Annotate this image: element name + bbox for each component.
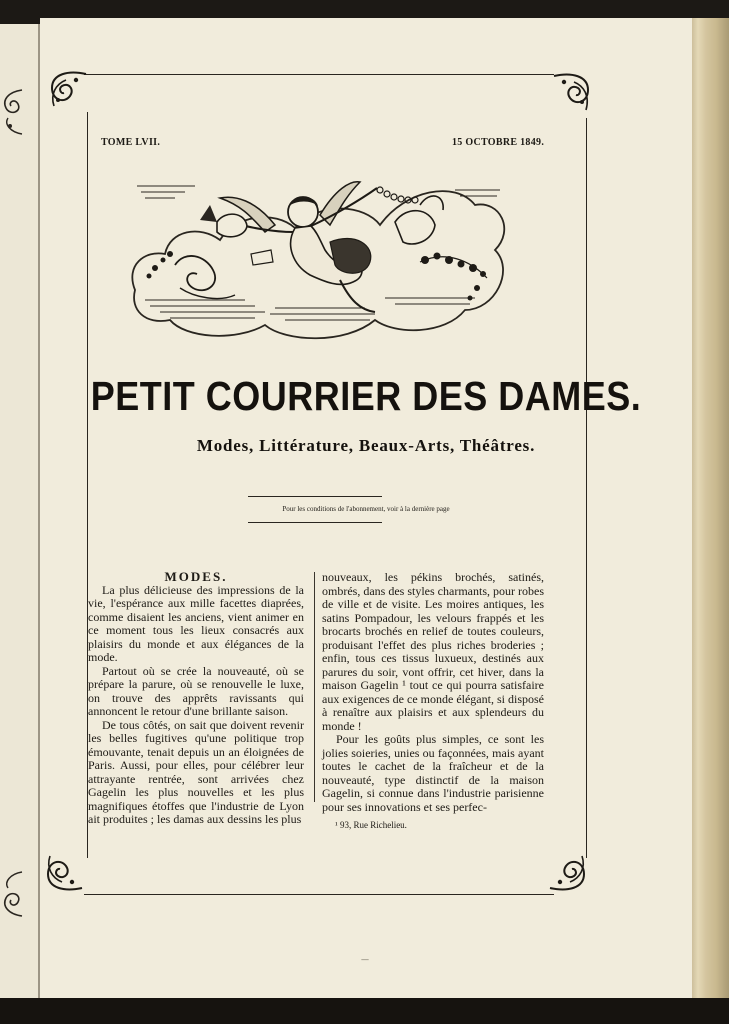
footnote: ¹ 93, Rue Richelieu. (335, 820, 407, 830)
scan-bottom-strip (0, 998, 729, 1024)
article-paragraph: Partout où se crée la nouveauté, où se prépare la parure, où se renouvelle le luxe, on trouve des apprêts ravissants qui annoncent le retour d'une brillante saison. (88, 663, 304, 718)
facing-page-ornament-bottom (0, 868, 24, 920)
masthead-subtitle: Modes, Littérature, Beaux-Arts, Théâtres. (196, 436, 536, 455)
cherub-vignette-illustration (125, 170, 510, 350)
masthead-title: PETIT COURRIER DES DAMES. (90, 373, 642, 419)
article-left-column (88, 570, 304, 827)
frame-right-border (586, 118, 587, 858)
article-paragraph: De tous côtés, on sait que doivent revenir les belles fugitives qu'une politique trop émouvante, tenait depuis un an éloignées de Paris. Aussi, pour elles, pour célébrer leur attrayante rentrée, sont arrivées chez Gagelin les plus nouvelles et les plus magnifiques étoffes que l'industrie de Lyon ait produites ; les damas aux dessins les plus (88, 717, 304, 826)
corner-ornament-top-left (46, 66, 90, 110)
corner-ornament-bottom-left (42, 852, 86, 896)
column-divider (314, 572, 315, 802)
corner-ornament-bottom-right (546, 852, 590, 896)
article-paragraph: nouveaux, les pékins brochés, satinés, ombrés, dans des styles charmants, pour robes de ville et de visite. Les moires antiques, les satins Pompadour, les velours frappés et les brocarts brochés en relief de toutes couleurs, produisant l'effet des plus riches broderies ; enfin, tous ces tissus luxueux, destinés aux parures du soir, vont offrir, cet hiver, dans la maison Gagelin ¹ tout ce qui pourra satisfaire aux exigences de ce monde élégant, si disposé à renaître aux plaisirs et aux splendeurs du monde ! (322, 570, 544, 733)
facing-page-edge (0, 24, 40, 1004)
article-heading: MODES. (164, 569, 228, 584)
corner-ornament-top-right (550, 68, 594, 112)
frame-top-border (84, 74, 554, 75)
subscription-note: Pour les conditions de l'abonnement, voir à la dernière page (282, 505, 450, 513)
issue-date: 15 OCTOBRE 1849. (452, 137, 545, 148)
facing-page-ornament-top (0, 86, 24, 138)
article-paragraph: La plus délicieuse des impressions de la vie, l'espérance aux mille facettes diaprées, comme disaient les anciens, vient animer en ce moment tous les lieux consacrés aux plaisirs du monde et aux élégances de la mode. (88, 582, 304, 664)
frame-bottom-border (84, 894, 554, 895)
article-paragraph: Pour les goûts plus simples, ce sont les jolies soieries, unies ou façonnées, mais ayant toutes le cachet de la fraîcheur et de la nouveauté, type distinctif de la maison Gagelin, si connue dans l'industrie parisienne pour ses innovations et ses perfec- (322, 732, 544, 814)
subscription-rule-top (248, 496, 382, 497)
subscription-rule-bottom (248, 522, 382, 523)
page-bottom-mark: — (361, 955, 369, 964)
tome-number: TOME LVII. (101, 137, 161, 148)
page-stack-edge (692, 18, 729, 998)
article-right-column (322, 571, 544, 814)
